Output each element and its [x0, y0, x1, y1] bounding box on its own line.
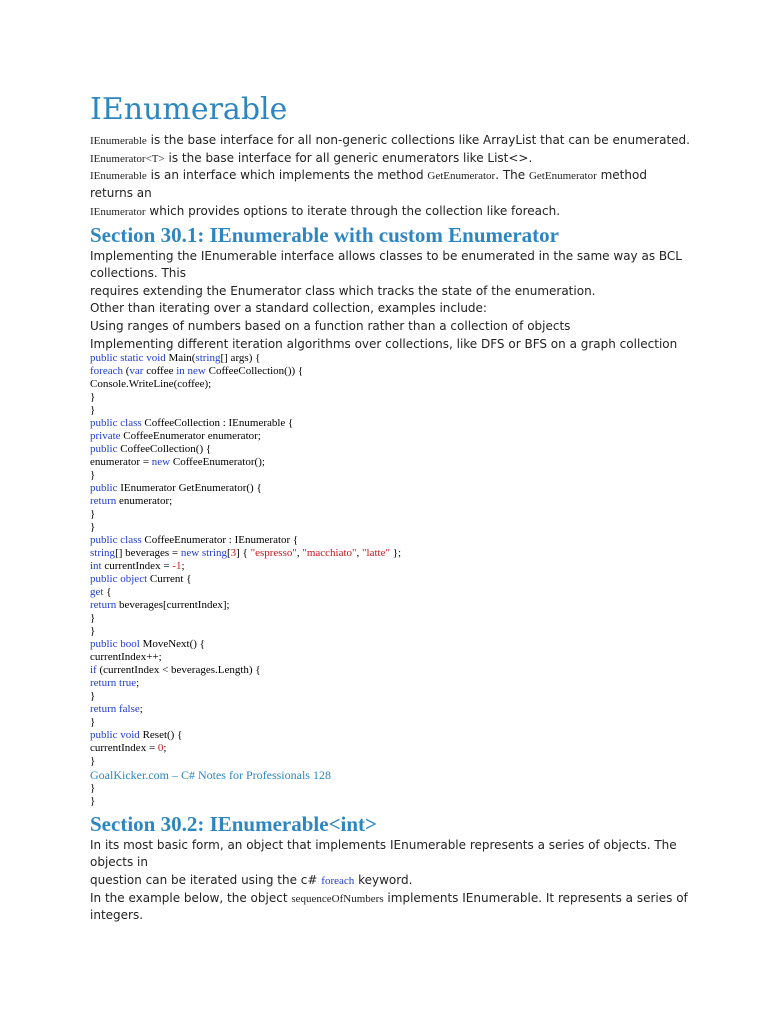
code-line: } [90, 391, 96, 403]
code-line [90, 352, 401, 365]
code-text: [] args) { [220, 352, 261, 364]
text: is an interface which implements the method [146, 168, 428, 182]
code-keyword: void [120, 729, 140, 741]
code-text: CoffeeEnumerator(); [170, 456, 265, 468]
code-line [90, 430, 401, 443]
code-keyword: void [146, 352, 166, 364]
code-line: } [90, 521, 96, 533]
intro-line-4: returns an [90, 186, 152, 200]
code-keyword: new [187, 365, 206, 377]
code-keyword: public [90, 729, 118, 741]
code-line [90, 573, 401, 586]
code-text: Reset() { [139, 729, 183, 741]
code-line [90, 534, 401, 547]
code-keyword: if [90, 664, 97, 676]
page-title: IEnumerable [90, 92, 288, 127]
code-keyword: public [90, 534, 118, 546]
inline-code: IEnumerator [90, 206, 146, 218]
code-line: } [90, 508, 96, 520]
code-keyword: public [90, 417, 118, 429]
code-keyword: string [201, 547, 227, 559]
code-keyword: return [90, 495, 117, 507]
code-line [90, 482, 401, 495]
code-line: } [90, 469, 96, 481]
code-keyword: public [90, 573, 118, 585]
intro-line-3 [90, 167, 647, 185]
s2-paragraph-5: integers. [90, 908, 144, 922]
code-line [90, 742, 401, 755]
code-keyword: static [120, 352, 144, 364]
code-keyword: int [90, 560, 102, 572]
code-string: "espresso" [250, 547, 297, 559]
code-text: CoffeeEnumerator : IEnumerator { [141, 534, 299, 546]
code-line [90, 417, 401, 430]
text: . The [495, 168, 529, 182]
code-line: } [90, 782, 96, 794]
s1-paragraph-1: Implementing the IEnumerable interface allows classes to be enumerated in the same way as BCL [90, 249, 682, 263]
s1-paragraph-2: collections. This [90, 266, 186, 280]
code-keyword: var [129, 365, 144, 377]
text: is the base interface for all generic enumerators like List<>. [164, 151, 533, 165]
code-text: CoffeeCollection() { [117, 443, 212, 455]
inline-code: IEnumerable [90, 135, 147, 147]
inline-code: IEnumerable [90, 170, 147, 182]
code-block-1-end [90, 782, 95, 808]
code-text: MoveNext() { [139, 638, 205, 650]
code-line: currentIndex++; [90, 651, 162, 663]
code-text: , [296, 547, 303, 559]
code-line [90, 664, 401, 677]
code-text: (currentIndex < beverages.Length) { [96, 664, 261, 676]
code-keyword: foreach [90, 365, 123, 377]
code-line [90, 365, 401, 378]
code-text: , [356, 547, 363, 559]
code-text: [] beverages = [115, 547, 181, 559]
code-keyword: object [120, 573, 148, 585]
code-line: } [90, 755, 96, 767]
code-keyword: true [119, 677, 137, 689]
code-number: 3 [230, 547, 237, 559]
code-line: } [90, 690, 96, 702]
code-keyword: return [90, 677, 117, 689]
code-line [90, 638, 401, 651]
code-keyword: new [151, 456, 171, 468]
page-footer: GoalKicker.com – C# Notes for Professionals 128 [90, 768, 331, 782]
code-line [90, 729, 401, 742]
code-text: ; [139, 703, 143, 715]
code-line [90, 586, 401, 599]
s1-paragraph-6: Implementing different iteration algorithms over collections, like DFS or BFS on a graph collection [90, 337, 678, 351]
inline-code: GetEnumerator [427, 170, 496, 182]
code-number: 0 [157, 742, 164, 754]
code-line: } [90, 404, 96, 416]
code-line: } [90, 716, 96, 728]
code-text: Main( [165, 352, 196, 364]
code-line [90, 599, 401, 612]
code-text: ( [122, 365, 130, 377]
text: In the example below, the object [90, 891, 292, 905]
intro-line-1 [90, 132, 690, 150]
section-heading-2: Section 30.2: IEnumerable<int> [90, 812, 378, 836]
code-line [90, 443, 401, 456]
code-keyword: public [90, 443, 118, 455]
code-text: ] { [236, 547, 251, 559]
code-line: } [90, 612, 96, 624]
s1-paragraph-3: requires extending the Enumerator class which tracks the state of the enumeration. [90, 284, 596, 298]
code-text: ; [136, 677, 140, 689]
code-string: "macchiato" [302, 547, 357, 559]
code-keyword: string [195, 352, 221, 364]
intro-line-5 [90, 203, 560, 221]
intro-line-2 [90, 150, 532, 168]
code-text: Current { [147, 573, 192, 585]
inline-code: GetEnumerator [528, 170, 597, 182]
code-keyword: bool [120, 638, 140, 650]
text: method [596, 168, 647, 182]
text: question can be iterated using the c# [90, 873, 322, 887]
code-keyword: new [180, 547, 200, 559]
code-line [90, 547, 401, 560]
code-text: currentIndex = [90, 742, 158, 754]
code-text: currentIndex = [101, 560, 173, 572]
code-line: Console.WriteLine(coffee); [90, 378, 212, 390]
s2-paragraph-3 [90, 872, 412, 890]
code-keyword: string [90, 547, 116, 559]
text: is the base interface for all non-generic collections like ArrayList that can be enumerated. [146, 133, 690, 147]
text: which provides options to iterate through the collection like foreach. [145, 204, 561, 218]
code-text: ; [181, 560, 185, 572]
s1-paragraph-4: Other than iterating over a standard collection, examples include: [90, 301, 487, 315]
code-keyword: false [119, 703, 140, 715]
code-line [90, 560, 401, 573]
code-line [90, 703, 401, 716]
code-keyword: class [120, 534, 142, 546]
code-text: enumerator; [116, 495, 173, 507]
s2-paragraph-4 [90, 890, 688, 908]
s2-paragraph-2: objects in [90, 855, 148, 869]
code-keyword: public [90, 352, 118, 364]
code-keyword: public [90, 482, 118, 494]
code-keyword: class [120, 417, 142, 429]
code-line [90, 456, 401, 469]
text: implements IEnumerable. It represents a series of [383, 891, 688, 905]
code-number: -1 [172, 560, 182, 572]
code-line [90, 495, 401, 508]
code-keyword: public [90, 638, 118, 650]
code-text: { [103, 586, 112, 598]
code-keyword: get [90, 586, 104, 598]
code-line: } [90, 795, 96, 807]
code-line: } [90, 625, 96, 637]
code-text: CoffeeCollection()) { [205, 365, 304, 377]
code-line [90, 677, 401, 690]
inline-code: IEnumerator<T> [90, 153, 165, 165]
code-text: ; [163, 742, 167, 754]
code-keyword: in [176, 365, 185, 377]
code-text: CoffeeEnumerator enumerator; [120, 430, 261, 442]
code-block-1 [90, 352, 401, 768]
code-text: coffee [143, 365, 177, 377]
code-text: }; [389, 547, 402, 559]
code-text: beverages[currentIndex]; [116, 599, 230, 611]
s1-paragraph-5: Using ranges of numbers based on a function rather than a collection of objects [90, 319, 571, 333]
code-text: IEnumerator GetEnumerator() { [117, 482, 262, 494]
inline-code: foreach [321, 875, 355, 887]
inline-code: sequenceOfNumbers [291, 893, 384, 905]
code-text: enumerator = [90, 456, 152, 468]
code-text: [ [226, 547, 231, 559]
code-keyword: return [90, 599, 117, 611]
text: keyword. [354, 873, 413, 887]
code-text: CoffeeCollection : IEnumerable { [141, 417, 294, 429]
section-heading-1: Section 30.1: IEnumerable with custom Enumerator [90, 223, 559, 247]
code-keyword: private [90, 430, 121, 442]
s2-paragraph-1: In its most basic form, an object that implements IEnumerable represents a series of objects. The [90, 838, 677, 852]
code-keyword: return [90, 703, 117, 715]
code-string: "latte" [362, 547, 390, 559]
